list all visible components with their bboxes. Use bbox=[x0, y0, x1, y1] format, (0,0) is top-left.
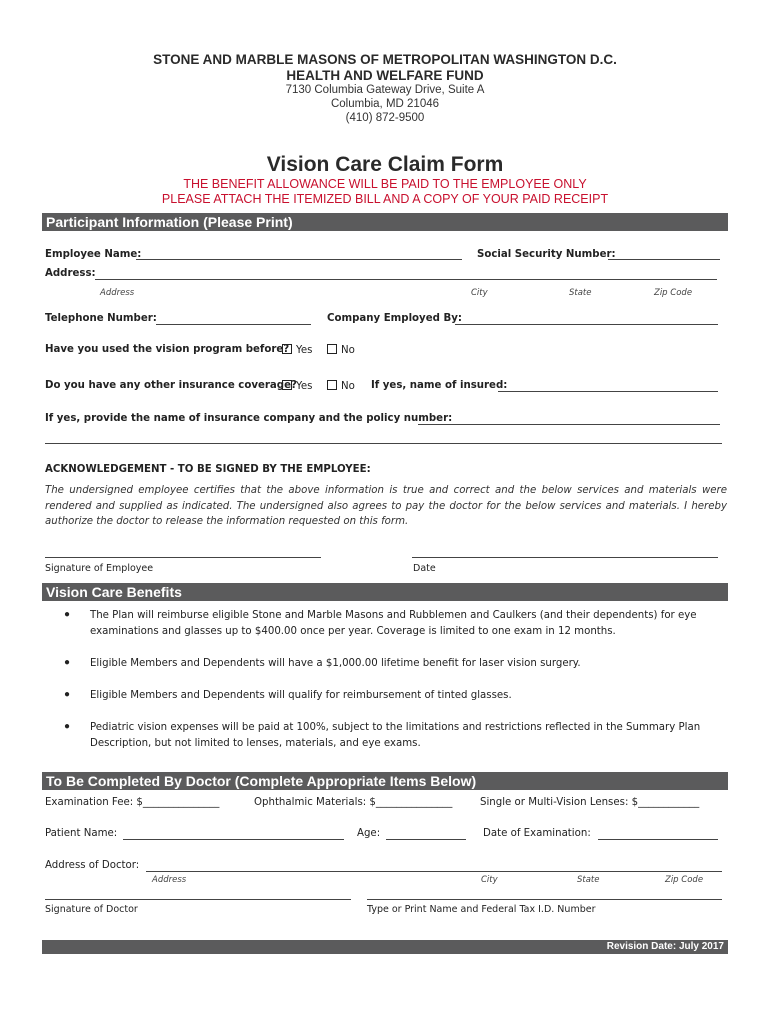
employee-name-label: Employee Name: bbox=[45, 249, 142, 260]
doctor-section-header bbox=[42, 772, 728, 790]
vision-yes-option[interactable] bbox=[282, 344, 312, 356]
benefits-section-header bbox=[42, 583, 728, 601]
employee-name-field[interactable] bbox=[136, 259, 462, 260]
doctor-state-sublabel: State bbox=[577, 875, 600, 885]
age-label: Age: bbox=[357, 828, 381, 839]
phone-number: (410) 872-9500 bbox=[345, 112, 425, 124]
company-field[interactable] bbox=[455, 324, 718, 325]
bullet-icon: ● bbox=[64, 721, 71, 732]
doctor-zip-sublabel: Zip Code bbox=[665, 875, 704, 885]
insurance-no-option[interactable] bbox=[327, 380, 355, 392]
state-sublabel: State bbox=[569, 288, 592, 298]
doctor-signature-field[interactable] bbox=[45, 899, 351, 900]
company-label: Company Employed By: bbox=[327, 313, 462, 324]
employee-date-label: Date bbox=[413, 563, 436, 574]
ophthalmic-materials-field[interactable]: Ophthalmic Materials: $_______________ bbox=[254, 797, 453, 808]
doctor-name-tax-label: Type or Print Name and Federal Tax I.D. Number bbox=[367, 904, 596, 915]
revision-date: Revision Date: July 2017 bbox=[606, 941, 724, 952]
address-sublabel: Address bbox=[100, 288, 135, 298]
employee-date-field[interactable] bbox=[412, 557, 718, 558]
date-of-exam-label: Date of Examination: bbox=[483, 828, 591, 839]
insurance-no-checkbox[interactable] bbox=[327, 380, 337, 390]
acknowledgement-heading: ACKNOWLEDGEMENT - TO BE SIGNED BY THE EMPLOYEE: bbox=[45, 464, 371, 475]
address-line-1: 7130 Columbia Gateway Drive, Suite A bbox=[285, 84, 485, 96]
insurance-no-label: No bbox=[341, 381, 355, 392]
telephone-label: Telephone Number: bbox=[45, 313, 157, 324]
zip-sublabel: Zip Code bbox=[654, 288, 693, 298]
benefit-item-4: Pediatric vision expenses will be paid at 100%, subject to the limitations and restrictions reflected in the Summary Plan Description, but not limited to lenses, materials, and eye exams. bbox=[90, 722, 701, 749]
address-line-2: Columbia, MD 21046 bbox=[330, 98, 440, 110]
revision-bar bbox=[42, 940, 728, 954]
insurance-yes-option[interactable] bbox=[282, 380, 312, 392]
ssn-field[interactable] bbox=[608, 259, 720, 260]
acknowledgement-text: The undersigned employee certifies that the above information is true and correct and the below services and materials were rendered and supplied as indicated. The undersigned also agrees to pay the doctor for the below services and materials. I hereby authorize the doctor to release the information requested on this form. bbox=[45, 485, 727, 527]
form-title: Vision Care Claim Form bbox=[266, 153, 504, 176]
city-sublabel: City bbox=[471, 288, 488, 298]
policy-label: If yes, provide the name of insurance company and the policy number: bbox=[45, 413, 453, 424]
bullet-icon: ● bbox=[64, 657, 71, 668]
examination-fee-field[interactable]: Examination Fee: $_______________ bbox=[45, 797, 220, 808]
doctor-name-tax-field[interactable] bbox=[367, 899, 722, 900]
age-field[interactable] bbox=[386, 839, 466, 840]
benefit-item-3: Eligible Members and Dependents will qualify for reimbursement of tinted glasses. bbox=[90, 690, 512, 701]
vision-no-label: No bbox=[341, 345, 355, 356]
patient-name-field[interactable] bbox=[123, 839, 344, 840]
policy-field-continued[interactable] bbox=[45, 443, 722, 444]
vision-no-option[interactable] bbox=[327, 344, 355, 356]
notice-attach-receipt: PLEASE ATTACH THE ITEMIZED BILL AND A COPY OF YOUR PAID RECEIPT bbox=[161, 192, 609, 206]
employee-signature-field[interactable] bbox=[45, 557, 321, 558]
benefit-item-1: The Plan will reimburse eligible Stone and Marble Masons and Rubblemen and Caulkers (and their dependents) for eye examinations and glasses up to $400.00 once per year. Coverage is limited to one exam in 12 months. bbox=[90, 610, 697, 637]
doctor-section-title: To Be Completed By Doctor (Complete Appropriate Items Below) bbox=[46, 773, 477, 789]
lenses-field[interactable]: Single or Multi-Vision Lenses: $____________ bbox=[480, 797, 700, 808]
doctor-address-sublabel: Address bbox=[152, 875, 187, 885]
doctor-address-label: Address of Doctor: bbox=[45, 860, 140, 871]
vision-program-question: Have you used the vision program before? bbox=[45, 344, 290, 355]
other-insurance-question: Do you have any other insurance coverage? bbox=[45, 380, 297, 391]
address-label: Address: bbox=[45, 268, 96, 279]
doctor-city-sublabel: City bbox=[481, 875, 498, 885]
vision-no-checkbox[interactable] bbox=[327, 344, 337, 354]
patient-name-label: Patient Name: bbox=[45, 828, 118, 839]
bullet-icon: ● bbox=[64, 609, 71, 620]
vision-yes-checkbox[interactable] bbox=[282, 344, 292, 354]
ssn-label: Social Security Number: bbox=[477, 249, 616, 260]
date-of-exam-field[interactable] bbox=[598, 839, 718, 840]
organization-name: STONE AND MARBLE MASONS OF METROPOLITAN WASHINGTON D.C. bbox=[153, 52, 617, 67]
employee-signature-label: Signature of Employee bbox=[45, 563, 154, 574]
insured-name-field[interactable] bbox=[498, 391, 718, 392]
policy-field[interactable] bbox=[418, 424, 720, 425]
doctor-signature-label: Signature of Doctor bbox=[45, 904, 138, 915]
insurance-yes-label: Yes bbox=[296, 381, 313, 392]
vision-yes-label: Yes bbox=[296, 345, 313, 356]
doctor-address-field[interactable] bbox=[146, 871, 722, 872]
insured-name-label: If yes, name of insured: bbox=[371, 380, 508, 391]
telephone-field[interactable] bbox=[156, 324, 311, 325]
participant-section-header bbox=[42, 213, 728, 231]
benefit-item-2: Eligible Members and Dependents will have a $1,000.00 lifetime benefit for laser vision surgery. bbox=[90, 658, 581, 669]
insurance-yes-checkbox[interactable] bbox=[282, 380, 292, 390]
participant-section-title: Participant Information (Please Print) bbox=[46, 214, 293, 230]
address-field[interactable] bbox=[95, 279, 717, 280]
fund-name: HEALTH AND WELFARE FUND bbox=[286, 68, 484, 83]
benefits-section-title: Vision Care Benefits bbox=[46, 584, 182, 600]
bullet-icon: ● bbox=[64, 689, 71, 700]
notice-employee-only: THE BENEFIT ALLOWANCE WILL BE PAID TO THE EMPLOYEE ONLY bbox=[183, 177, 587, 191]
